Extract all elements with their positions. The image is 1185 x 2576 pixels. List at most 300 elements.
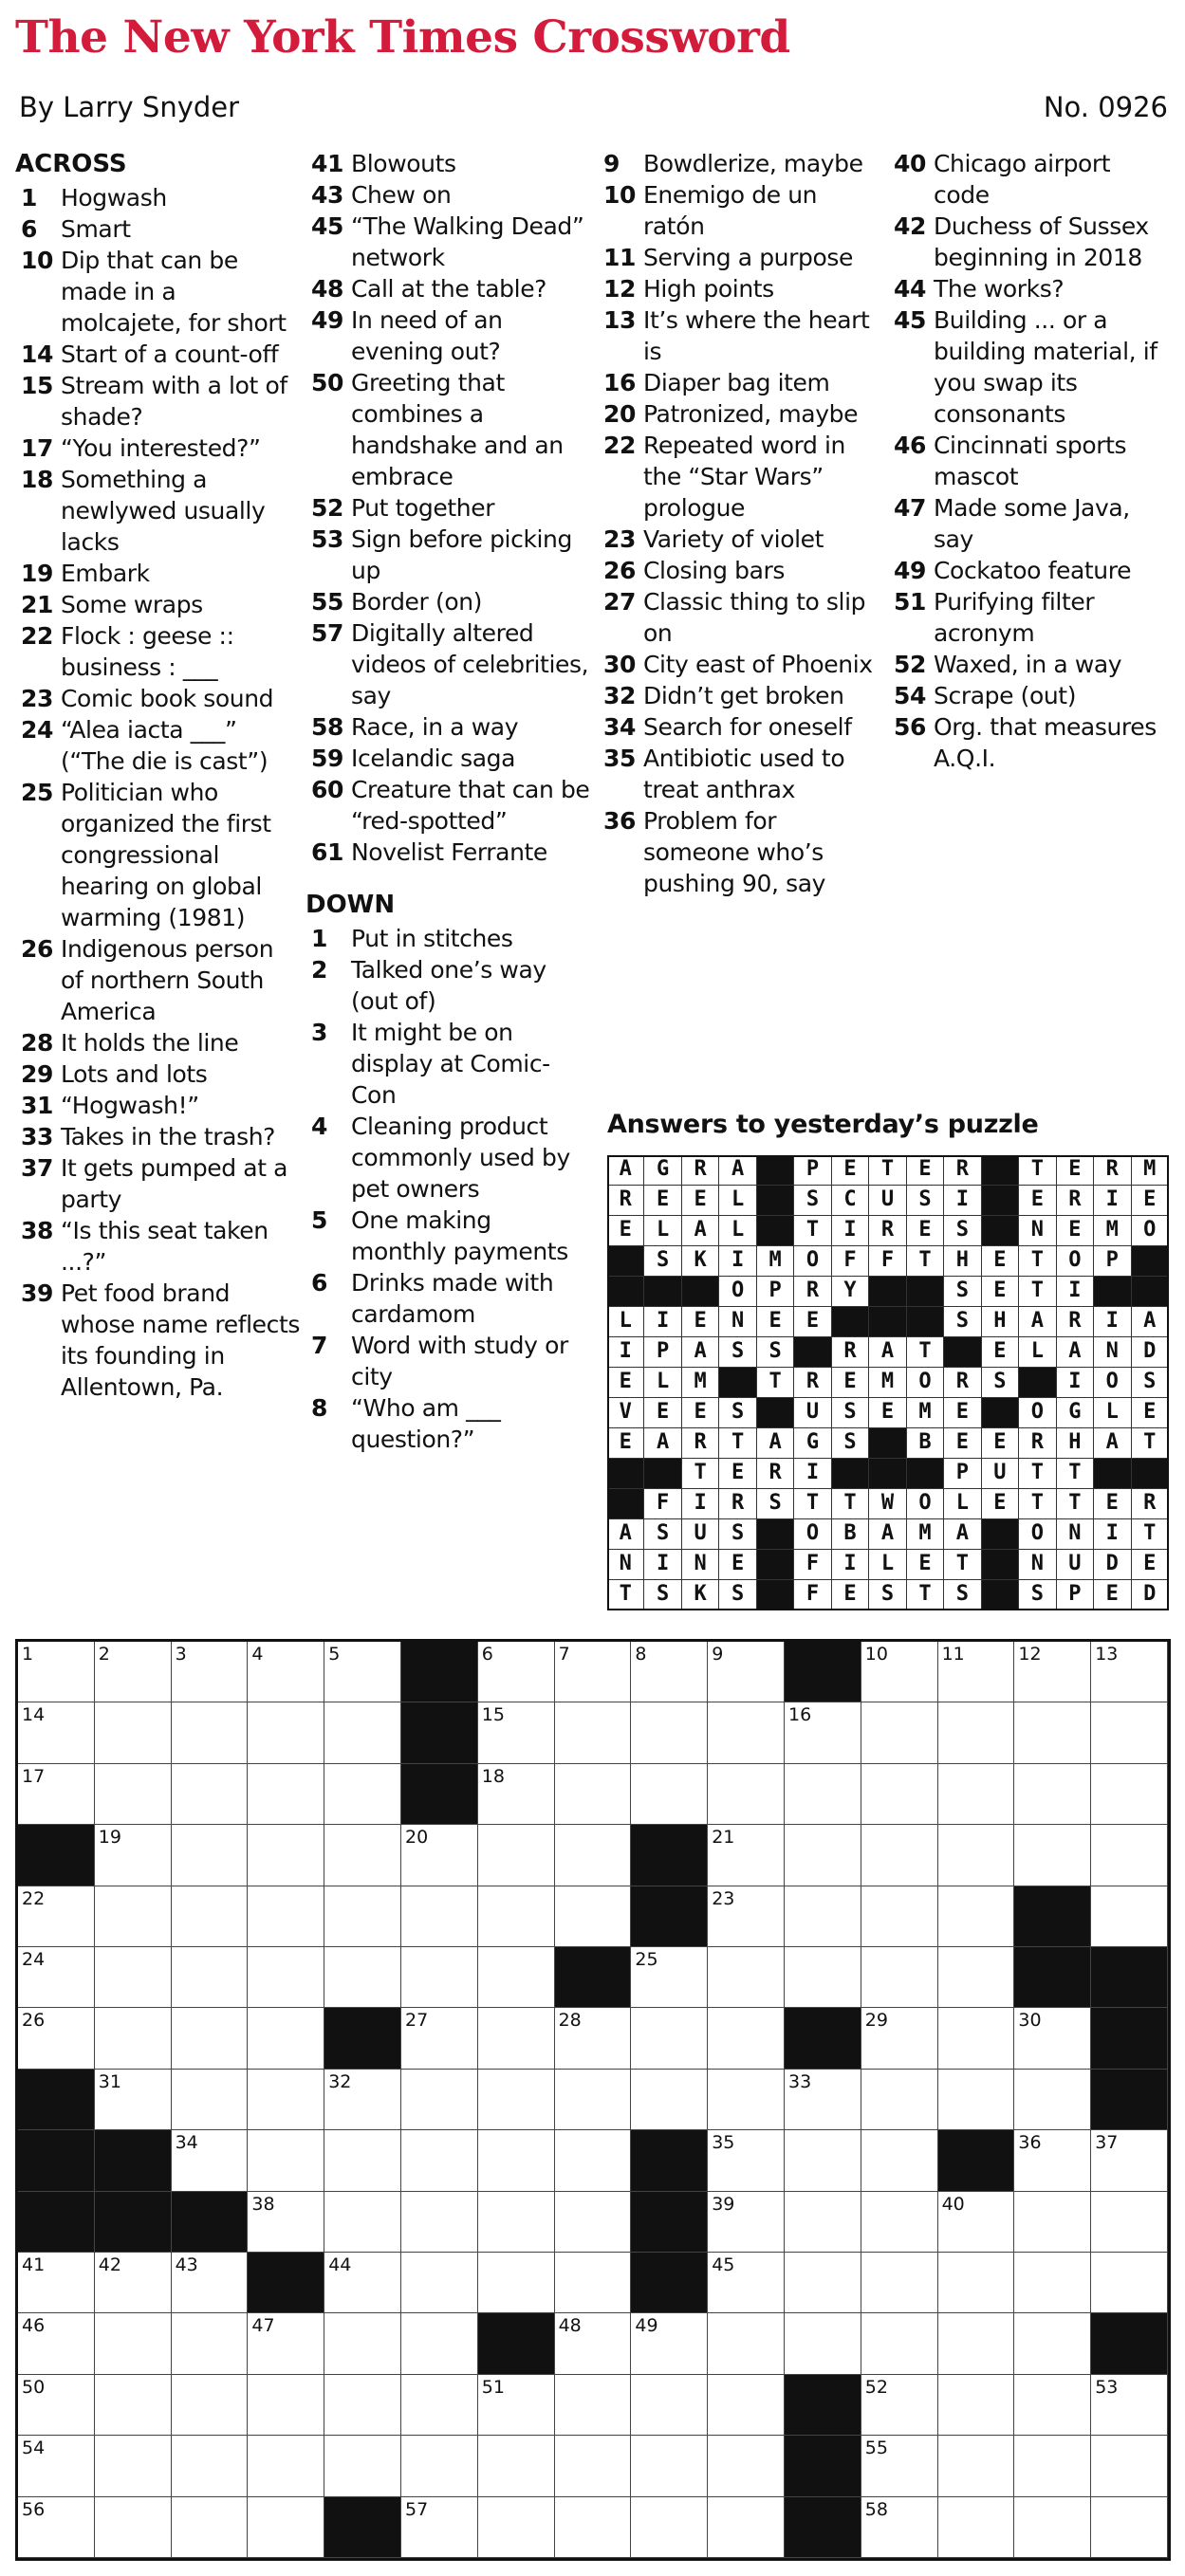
grid-cell[interactable] — [708, 2375, 785, 2436]
clue-across-10[interactable] — [15, 245, 300, 339]
grid-cell[interactable] — [785, 1947, 861, 2008]
clue-down-36[interactable] — [598, 805, 882, 899]
grid-cell[interactable] — [478, 2375, 555, 2436]
clue-across-52[interactable] — [306, 492, 590, 524]
clue-across-29[interactable] — [15, 1058, 300, 1090]
grid-cell[interactable] — [555, 2497, 632, 2558]
grid-cell[interactable] — [708, 1886, 785, 1947]
grid-cell[interactable] — [172, 2313, 249, 2374]
grid-cell[interactable] — [1091, 1764, 1168, 1825]
clue-across-53[interactable] — [306, 524, 590, 586]
clue-down-35[interactable] — [598, 743, 882, 805]
grid-cell[interactable] — [861, 1702, 938, 1763]
grid-cell[interactable] — [1014, 2497, 1091, 2558]
clue-across-26[interactable] — [15, 933, 300, 1027]
grid-cell[interactable] — [248, 1702, 324, 1763]
grid-cell[interactable] — [555, 2436, 632, 2496]
yesterday-letter: R — [682, 1428, 719, 1459]
clue-across-61[interactable] — [306, 837, 590, 868]
grid-cell[interactable] — [18, 1702, 95, 1763]
grid-cell[interactable] — [95, 2070, 172, 2130]
grid-cell[interactable] — [1091, 2130, 1168, 2191]
clue-across-50[interactable] — [306, 367, 590, 492]
yesterday-letter: T — [1019, 1246, 1056, 1277]
grid-cell[interactable] — [172, 1702, 249, 1763]
clue-number: 20 — [603, 400, 636, 428]
grid-cell[interactable] — [555, 2192, 632, 2253]
grid-cell[interactable] — [785, 1825, 861, 1886]
grid-cell[interactable] — [401, 2008, 478, 2069]
grid-cell[interactable] — [478, 2497, 555, 2558]
grid-cell[interactable] — [785, 2192, 861, 2253]
grid-cell[interactable] — [248, 2375, 324, 2436]
clue-across-22[interactable] — [15, 620, 300, 683]
grid-cell[interactable] — [1014, 2313, 1091, 2374]
grid-cell[interactable] — [95, 1886, 172, 1947]
clue-across-17[interactable] — [15, 432, 300, 464]
grid-cell[interactable] — [861, 2436, 938, 2496]
grid-cell[interactable] — [861, 2070, 938, 2130]
grid-cell[interactable] — [18, 1886, 95, 1947]
yesterday-letter: N — [682, 1550, 719, 1580]
grid-cell[interactable] — [324, 1825, 401, 1886]
grid-cell[interactable] — [401, 1825, 478, 1886]
grid-cell[interactable] — [95, 2008, 172, 2069]
grid-cell[interactable] — [248, 1825, 324, 1886]
grid-cell[interactable] — [555, 1642, 632, 1702]
clue-down-8[interactable] — [306, 1392, 590, 1455]
grid-cell[interactable] — [861, 2008, 938, 2069]
grid-cell[interactable] — [1014, 2375, 1091, 2436]
grid-cell[interactable] — [401, 2253, 478, 2313]
yesterday-black-square — [607, 1246, 644, 1277]
grid-cell[interactable] — [938, 1642, 1015, 1702]
grid-cell[interactable] — [861, 2375, 938, 2436]
clue-across-57[interactable] — [306, 617, 590, 711]
yesterday-letter: H — [1057, 1428, 1094, 1459]
grid-cell[interactable] — [938, 2497, 1015, 2558]
grid-cell[interactable] — [401, 2130, 478, 2191]
clue-number: 61 — [311, 838, 343, 866]
grid-cell[interactable] — [18, 2008, 95, 2069]
grid-cell[interactable] — [861, 1886, 938, 1947]
grid-cell[interactable] — [938, 1702, 1015, 1763]
grid-cell[interactable] — [1091, 1702, 1168, 1763]
clue-across-19[interactable] — [15, 558, 300, 589]
grid-cell[interactable] — [631, 1764, 708, 1825]
yesterday-letter: A — [757, 1428, 794, 1459]
yesterday-letter: E — [907, 1550, 944, 1580]
grid-cell[interactable] — [172, 1764, 249, 1825]
grid-cell[interactable] — [18, 1947, 95, 2008]
grid-cell[interactable] — [172, 2130, 249, 2191]
grid-cell[interactable] — [1014, 2436, 1091, 2496]
grid-cell[interactable] — [248, 1764, 324, 1825]
grid-cell[interactable] — [708, 2070, 785, 2130]
clue-text: “Alea iacta ___” (“The die is cast”) — [61, 716, 268, 775]
grid-cell[interactable] — [478, 1642, 555, 1702]
grid-cell[interactable] — [708, 1764, 785, 1825]
clue-across-31[interactable] — [15, 1090, 300, 1121]
clue-across-43[interactable] — [306, 179, 590, 211]
clue-across-14[interactable] — [15, 339, 300, 370]
clue-down-40[interactable] — [888, 148, 1173, 211]
clue-down-52[interactable] — [888, 649, 1173, 680]
grid-cell[interactable] — [478, 2253, 555, 2313]
grid-cell[interactable] — [324, 2253, 401, 2313]
grid-cell[interactable] — [324, 2130, 401, 2191]
grid-cell[interactable] — [172, 2008, 249, 2069]
grid-cell[interactable] — [248, 2070, 324, 2130]
grid-cell[interactable] — [861, 2192, 938, 2253]
grid-cell[interactable] — [785, 2070, 861, 2130]
grid-cell[interactable] — [401, 2436, 478, 2496]
grid-cell[interactable] — [95, 2497, 172, 2558]
grid-cell[interactable] — [555, 2008, 632, 2069]
grid-cell[interactable] — [938, 1886, 1015, 1947]
grid-cell[interactable] — [708, 2313, 785, 2374]
grid-cell[interactable] — [1091, 1642, 1168, 1702]
clue-across-24[interactable] — [15, 714, 300, 777]
grid-cell[interactable] — [555, 1886, 632, 1947]
grid-cell[interactable] — [324, 1702, 401, 1763]
clue-text: The works? — [934, 275, 1065, 303]
clue-down-46[interactable] — [888, 430, 1173, 492]
grid-cell[interactable] — [172, 2375, 249, 2436]
grid-cell[interactable] — [861, 2253, 938, 2313]
clue-down-9[interactable] — [598, 148, 882, 179]
grid-cell[interactable] — [324, 2192, 401, 2253]
clue-across-33[interactable] — [15, 1121, 300, 1152]
clue-down-1[interactable] — [306, 923, 590, 954]
clue-down-30[interactable] — [598, 649, 882, 680]
grid-cell[interactable] — [861, 1825, 938, 1886]
grid-cell[interactable] — [95, 2313, 172, 2374]
grid-cell[interactable] — [401, 2192, 478, 2253]
grid-cell[interactable] — [478, 1825, 555, 1886]
grid-cell[interactable] — [708, 1702, 785, 1763]
grid-cell[interactable] — [401, 2070, 478, 2130]
grid-cell[interactable] — [478, 2436, 555, 2496]
grid-cell[interactable] — [18, 1764, 95, 1825]
grid-cell[interactable] — [938, 2070, 1015, 2130]
grid-cell[interactable] — [631, 1947, 708, 2008]
clue-down-11[interactable] — [598, 242, 882, 273]
grid-cell[interactable] — [861, 1764, 938, 1825]
clue-across-15[interactable] — [15, 370, 300, 432]
grid-cell[interactable] — [785, 1886, 861, 1947]
grid-cell[interactable] — [938, 1947, 1015, 2008]
yesterday-letter: A — [1057, 1337, 1094, 1368]
cell-number: 24 — [22, 1949, 46, 1970]
clue-across-37[interactable] — [15, 1152, 300, 1215]
grid-cell[interactable] — [18, 1642, 95, 1702]
grid-cell[interactable] — [1091, 2253, 1168, 2313]
clue-down-27[interactable] — [598, 586, 882, 649]
clue-across-38[interactable] — [15, 1215, 300, 1278]
grid-cell[interactable] — [938, 1764, 1015, 1825]
yesterday-black-square — [944, 1337, 981, 1368]
grid-cell[interactable] — [478, 1702, 555, 1763]
grid-cell[interactable] — [1091, 2375, 1168, 2436]
grid-cell[interactable] — [1014, 1642, 1091, 1702]
grid-cell[interactable] — [95, 2253, 172, 2313]
yesterday-letter: P — [944, 1459, 981, 1489]
grid-cell[interactable] — [631, 1642, 708, 1702]
grid-cell[interactable] — [555, 2313, 632, 2374]
grid-cell[interactable] — [18, 2436, 95, 2496]
clue-text: Purifying filter acronym — [934, 588, 1095, 647]
grid-cell[interactable] — [248, 2497, 324, 2558]
grid-cell[interactable] — [938, 2192, 1015, 2253]
clue-number: 52 — [311, 494, 343, 522]
yesterday-letter: L — [644, 1216, 681, 1246]
grid-cell[interactable] — [324, 1642, 401, 1702]
clue-down-7[interactable] — [306, 1330, 590, 1392]
grid-cell[interactable] — [248, 2313, 324, 2374]
grid-cell[interactable] — [631, 2070, 708, 2130]
cell-number: 43 — [175, 2254, 198, 2275]
grid-cell[interactable] — [324, 2436, 401, 2496]
cell-number: 23 — [712, 1887, 735, 1909]
cell-number: 27 — [405, 2010, 429, 2032]
clue-down-47[interactable] — [888, 492, 1173, 555]
grid-cell[interactable] — [172, 2497, 249, 2558]
grid-cell[interactable] — [324, 2313, 401, 2374]
grid-cell[interactable] — [785, 2253, 861, 2313]
grid-cell[interactable] — [1014, 1702, 1091, 1763]
clue-across-55[interactable] — [306, 586, 590, 617]
yesterday-letter: I — [794, 1459, 831, 1489]
clue-down-22[interactable] — [598, 430, 882, 524]
grid-cell[interactable] — [95, 1764, 172, 1825]
clue-down-4[interactable] — [306, 1111, 590, 1205]
clue-across-23[interactable] — [15, 683, 300, 714]
grid-cell[interactable] — [18, 2313, 95, 2374]
clue-down-54[interactable] — [888, 680, 1173, 711]
grid-cell[interactable] — [861, 1947, 938, 2008]
across-heading: ACROSS — [15, 150, 127, 178]
clue-down-2[interactable] — [306, 954, 590, 1017]
clue-down-26[interactable] — [598, 555, 882, 586]
grid-cell[interactable] — [555, 1825, 632, 1886]
grid-cell[interactable] — [938, 1825, 1015, 1886]
yesterday-letter: E — [944, 1428, 981, 1459]
grid-cell[interactable] — [861, 2313, 938, 2374]
grid-cell[interactable] — [248, 1642, 324, 1702]
grid-cell[interactable] — [478, 1886, 555, 1947]
grid-cell[interactable] — [401, 2313, 478, 2374]
grid-cell[interactable] — [785, 2313, 861, 2374]
grid-cell[interactable] — [18, 2497, 95, 2558]
grid-cell[interactable] — [708, 2130, 785, 2191]
grid-cell[interactable] — [555, 2070, 632, 2130]
grid-cell[interactable] — [95, 2375, 172, 2436]
clue-across-21[interactable] — [15, 589, 300, 620]
grid-cell[interactable] — [95, 1825, 172, 1886]
grid-cell[interactable] — [324, 1886, 401, 1947]
clue-across-60[interactable] — [306, 774, 590, 837]
clue-across-25[interactable] — [15, 777, 300, 933]
grid-cell[interactable] — [18, 2375, 95, 2436]
grid-cell[interactable] — [785, 1764, 861, 1825]
grid-cell[interactable] — [861, 1642, 938, 1702]
grid-cell[interactable] — [631, 2313, 708, 2374]
grid-cell[interactable] — [18, 2253, 95, 2313]
grid-cell[interactable] — [861, 2497, 938, 2558]
grid-cell[interactable] — [324, 2375, 401, 2436]
grid-cell[interactable] — [861, 2130, 938, 2191]
clue-number: 39 — [21, 1279, 53, 1307]
grid-cell[interactable] — [1014, 2008, 1091, 2069]
grid-cell[interactable] — [938, 2436, 1015, 2496]
grid-cell[interactable] — [708, 2253, 785, 2313]
clue-down-16[interactable] — [598, 367, 882, 398]
grid-cell[interactable] — [1014, 1764, 1091, 1825]
grid-cell[interactable] — [1014, 2130, 1091, 2191]
clue-down-20[interactable] — [598, 398, 882, 430]
grid-cell[interactable] — [1014, 2192, 1091, 2253]
grid-cell[interactable] — [1014, 1825, 1091, 1886]
grid-cell[interactable] — [478, 1764, 555, 1825]
grid-cell[interactable] — [478, 2130, 555, 2191]
yesterday-letter: M — [1094, 1216, 1131, 1246]
clue-down-49[interactable] — [888, 555, 1173, 586]
grid-cell[interactable] — [172, 1642, 249, 1702]
grid-cell[interactable] — [324, 1764, 401, 1825]
clue-down-13[interactable] — [598, 304, 882, 367]
grid-cell[interactable] — [172, 2070, 249, 2130]
grid-cell[interactable] — [708, 1642, 785, 1702]
grid-cell[interactable] — [708, 2436, 785, 2496]
grid-cell[interactable] — [785, 1702, 861, 1763]
clue-down-45[interactable] — [888, 304, 1173, 430]
grid-cell[interactable] — [248, 2436, 324, 2496]
clue-across-49[interactable] — [306, 304, 590, 367]
grid-cell[interactable] — [708, 2192, 785, 2253]
grid-cell[interactable] — [938, 2008, 1015, 2069]
grid-cell[interactable] — [248, 1886, 324, 1947]
grid-cell[interactable] — [172, 1947, 249, 2008]
grid-cell[interactable] — [785, 2130, 861, 2191]
grid-cell[interactable] — [708, 2008, 785, 2069]
clue-text: City east of Phoenix — [643, 651, 873, 678]
grid-cell[interactable] — [172, 1886, 249, 1947]
grid-cell[interactable] — [1014, 2253, 1091, 2313]
grid-cell[interactable] — [248, 2192, 324, 2253]
clue-down-32[interactable] — [598, 680, 882, 711]
grid-cell[interactable] — [248, 1947, 324, 2008]
grid-cell[interactable] — [401, 1886, 478, 1947]
grid-cell[interactable] — [95, 1642, 172, 1702]
clue-number: 33 — [21, 1123, 53, 1150]
grid-cell[interactable] — [401, 1947, 478, 2008]
crossword-grid[interactable] — [15, 1639, 1171, 2561]
clue-text: Put in stitches — [351, 925, 513, 952]
grid-cell[interactable] — [95, 1702, 172, 1763]
grid-cell[interactable] — [95, 2436, 172, 2496]
grid-cell[interactable] — [631, 2375, 708, 2436]
grid-cell[interactable] — [172, 1825, 249, 1886]
clue-across-1[interactable] — [15, 182, 300, 213]
clue-across-18[interactable] — [15, 464, 300, 558]
clue-text: Some wraps — [61, 591, 203, 618]
clue-across-6[interactable] — [15, 213, 300, 245]
black-square — [1014, 1886, 1091, 1947]
clue-down-12[interactable] — [598, 273, 882, 304]
yesterday-letter: E — [1057, 1216, 1094, 1246]
clue-down-23[interactable] — [598, 524, 882, 555]
cell-number: 42 — [98, 2254, 121, 2275]
clue-down-51[interactable] — [888, 586, 1173, 649]
grid-cell[interactable] — [631, 1702, 708, 1763]
clue-down-44[interactable] — [888, 273, 1173, 304]
grid-cell[interactable] — [708, 1947, 785, 2008]
grid-cell[interactable] — [248, 2008, 324, 2069]
clue-across-28[interactable] — [15, 1027, 300, 1058]
clue-across-59[interactable] — [306, 743, 590, 774]
grid-cell[interactable] — [708, 2497, 785, 2558]
grid-cell[interactable] — [1091, 2192, 1168, 2253]
grid-cell[interactable] — [478, 2192, 555, 2253]
clue-down-5[interactable] — [306, 1205, 590, 1267]
grid-cell[interactable] — [631, 2436, 708, 2496]
grid-cell[interactable] — [478, 2070, 555, 2130]
clue-down-56[interactable] — [888, 711, 1173, 774]
grid-cell[interactable] — [478, 1947, 555, 2008]
grid-cell[interactable] — [555, 2130, 632, 2191]
grid-cell[interactable] — [1091, 2497, 1168, 2558]
grid-cell[interactable] — [938, 2313, 1015, 2374]
grid-cell[interactable] — [1091, 2436, 1168, 2496]
grid-cell[interactable] — [555, 2253, 632, 2313]
grid-cell[interactable] — [95, 1947, 172, 2008]
clue-across-58[interactable] — [306, 711, 590, 743]
grid-cell[interactable] — [172, 2253, 249, 2313]
grid-cell[interactable] — [631, 2497, 708, 2558]
clue-down-34[interactable] — [598, 711, 882, 743]
clue-number: 60 — [311, 776, 343, 803]
clue-across-41[interactable] — [306, 148, 590, 179]
clue-number: 10 — [21, 247, 53, 274]
clue-across-39[interactable] — [15, 1278, 300, 1403]
grid-cell[interactable] — [555, 1764, 632, 1825]
clue-down-42[interactable] — [888, 211, 1173, 273]
clue-down-3[interactable] — [306, 1017, 590, 1111]
clue-down-6[interactable] — [306, 1267, 590, 1330]
grid-cell[interactable] — [555, 1702, 632, 1763]
grid-cell[interactable] — [172, 2436, 249, 2496]
grid-cell[interactable] — [555, 2375, 632, 2436]
clue-across-45[interactable] — [306, 211, 590, 273]
grid-cell[interactable] — [324, 1947, 401, 2008]
clue-down-10[interactable] — [598, 179, 882, 242]
grid-cell[interactable] — [938, 2253, 1015, 2313]
grid-cell[interactable] — [401, 2497, 478, 2558]
grid-cell[interactable] — [248, 2130, 324, 2191]
clue-text: Chicago airport code — [934, 150, 1111, 209]
grid-cell[interactable] — [708, 1825, 785, 1886]
grid-cell[interactable] — [1091, 1886, 1168, 1947]
grid-cell[interactable] — [401, 2375, 478, 2436]
grid-cell[interactable] — [938, 2375, 1015, 2436]
grid-cell[interactable] — [1014, 2070, 1091, 2130]
grid-cell[interactable] — [478, 2008, 555, 2069]
grid-cell[interactable] — [1091, 1825, 1168, 1886]
clue-across-48[interactable] — [306, 273, 590, 304]
grid-cell[interactable] — [631, 2008, 708, 2069]
grid-cell[interactable] — [324, 2070, 401, 2130]
